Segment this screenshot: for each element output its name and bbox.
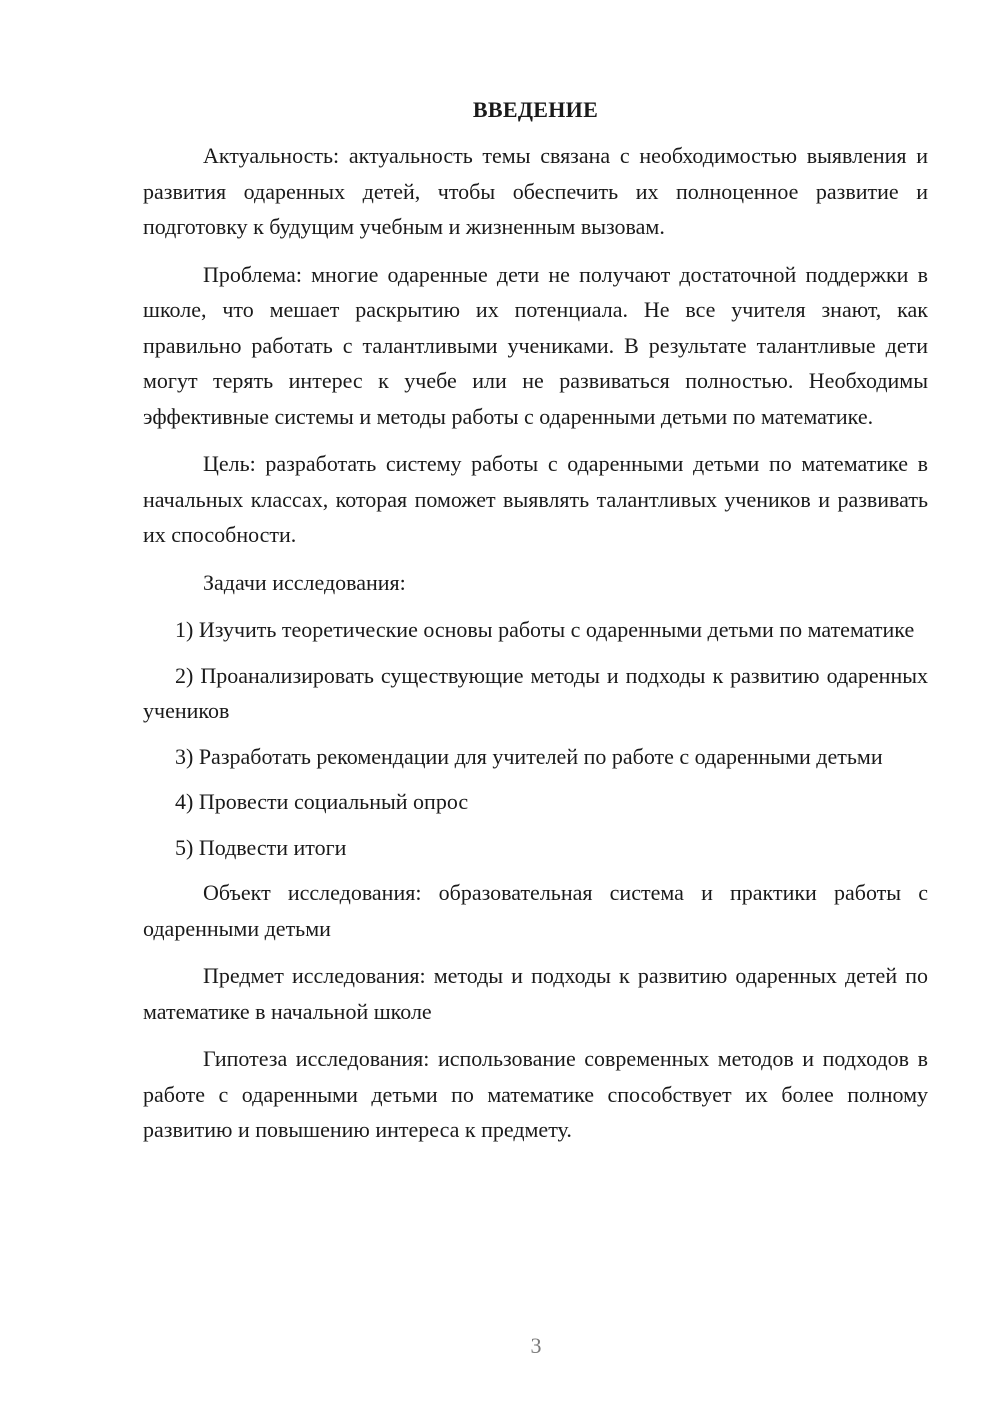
paragraph-relevance: Актуальность: актуальность темы связана с необходимостью выявления и развития одаренных детей, чтобы обеспечить их полноценное развитие и подготовку к будущим учебным и жизненным вызовам.: [143, 143, 928, 239]
task-list: [143, 612, 928, 865]
paragraph-goal: Цель: разработать систему работы с одаренными детьми по математике в начальных классах, которая поможет выявлять талантливых учеников и развивать их способности.: [143, 451, 928, 547]
document-page: [143, 92, 928, 1160]
paragraph-problem: Проблема: многие одаренные дети не получают достаточной поддержки в школе, что мешает раскрытию их потенциала. Не все учителя знают, как правильно работать с талантливыми учениками. В результате талантливые дети могут терять интерес к учебе или не развиваться полностью. Необходимы эффективные системы и методы работы с одаренными детьми по математике.: [143, 261, 928, 429]
paragraph-subject: Предмет исследования: методы и подходы к развитию одаренных детей по математике в начальной школе: [143, 963, 928, 1024]
task-item-3: 3) Разработать рекомендации для учителей по работе с одаренными детьми: [175, 743, 883, 769]
paragraph-object: Объект исследования: образовательная система и практики работы с одаренными детьми: [143, 880, 928, 941]
task-item-5: 5) Подвести итоги: [175, 834, 347, 860]
task-item-2: 2) Проанализировать существующие методы и подходы к развитию одаренных учеников: [143, 662, 928, 723]
task-item-4: 4) Провести социальный опрос: [175, 789, 469, 814]
paragraph-hypothesis: Гипотеза исследования: использование современных методов и подходов в работе с одаренными детьми по математике способствует их более полному развитию и повышению интереса к предмету.: [143, 1046, 928, 1142]
section-title: ВВЕДЕНИЕ: [472, 97, 599, 122]
page-number: 3: [530, 1333, 542, 1358]
paragraph-tasks-heading: Задачи исследования:: [203, 569, 406, 595]
task-item-1: 1) Изучить теоретические основы работы с одаренными детьми по математике: [175, 617, 915, 642]
